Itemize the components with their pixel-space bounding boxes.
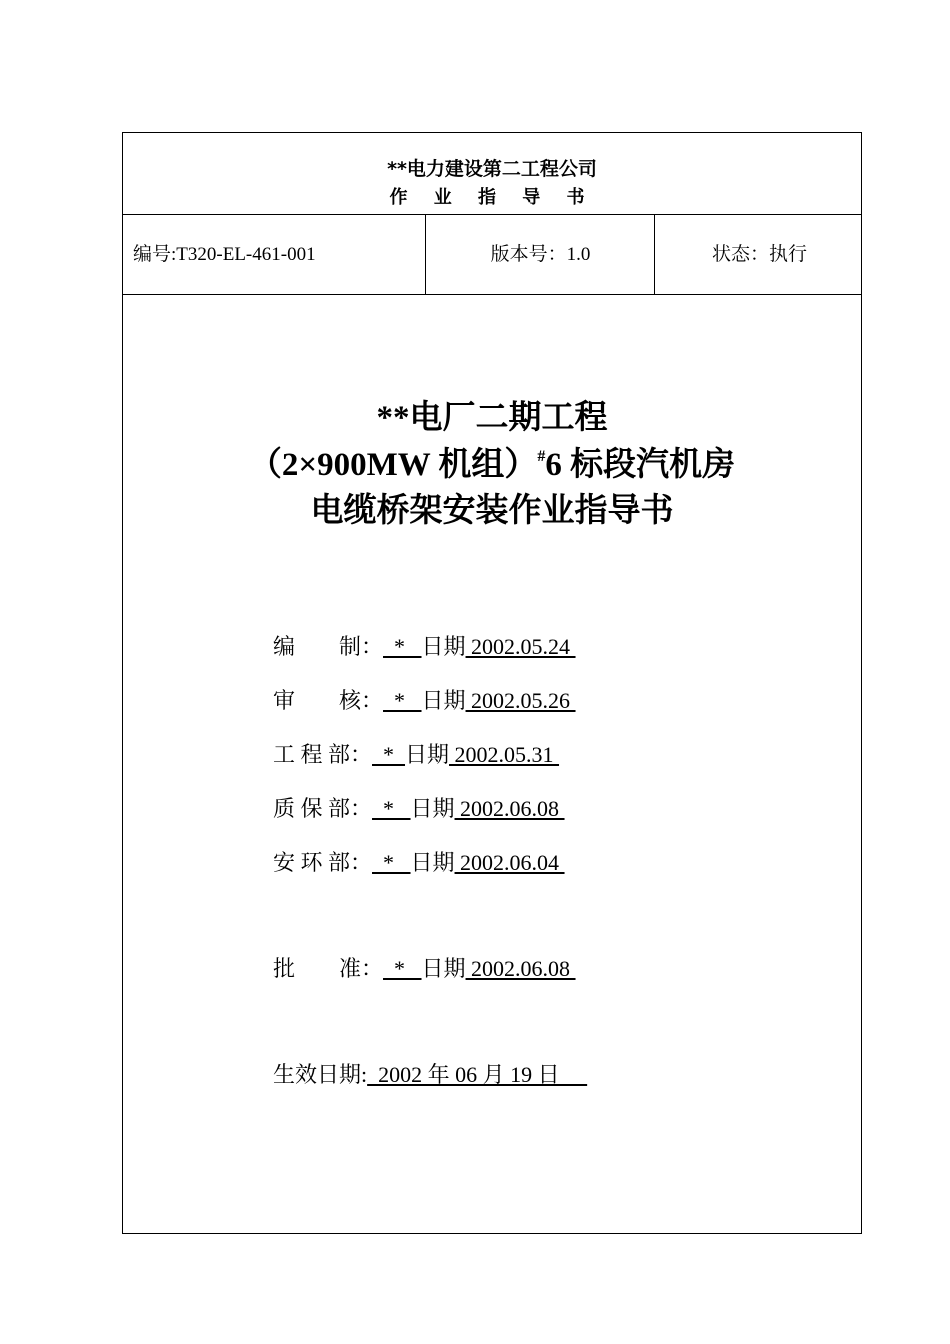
approval-date: 2002.06.08 [454, 796, 565, 821]
approval-row-quality [273, 792, 565, 823]
date-label: 日期 [410, 850, 455, 875]
approval-name: * [383, 688, 422, 713]
approval-row-engineering [273, 738, 559, 769]
company-name: **电力建设第二工程公司 [387, 158, 597, 180]
approval-label: 质 保 部： [273, 796, 373, 821]
title-line-3: 电缆桥架安装作业指导书 [310, 493, 674, 529]
approval-row-approve [273, 952, 576, 983]
approval-label: 编 制： [273, 634, 384, 659]
header-block [123, 133, 861, 215]
approval-name: * [383, 956, 422, 981]
approval-name: * [372, 742, 406, 767]
approval-row-review [273, 684, 576, 715]
approval-name: * [372, 796, 411, 821]
date-label: 日期 [421, 956, 466, 981]
title-line-2 [123, 438, 861, 485]
approval-name: * [372, 850, 411, 875]
approval-label: 工 程 部： [273, 742, 373, 767]
approval-label: 审 核： [273, 688, 384, 713]
document-status: 状态：执行 [654, 215, 864, 294]
approval-row-safety [273, 846, 565, 877]
date-label: 日期 [421, 634, 466, 659]
title-line-2-post: 6 标段汽机房 [545, 447, 736, 483]
approval-name: * [383, 634, 422, 659]
document-number: 编号:T320-EL-461-001 [133, 244, 316, 265]
version-number: 版本号：1.0 [425, 215, 655, 294]
document-type: 作 业 指 导 书 [389, 187, 595, 208]
date-label: 日期 [410, 796, 455, 821]
approval-date: 2002.05.24 [465, 634, 576, 659]
approval-date: 2002.05.31 [449, 742, 560, 767]
approval-label: 安 环 部： [273, 850, 373, 875]
document-frame [122, 132, 862, 1234]
meta-row [123, 215, 861, 295]
approval-date: 2002.06.08 [465, 956, 576, 981]
title-line-2-sup: # [537, 448, 546, 465]
effective-date-label: 生效日期: [273, 1062, 368, 1087]
approval-date: 2002.06.04 [454, 850, 565, 875]
approval-row-compile [273, 630, 576, 661]
approval-label: 批 准： [273, 956, 384, 981]
date-label: 日期 [405, 742, 450, 767]
date-label: 日期 [421, 688, 466, 713]
approval-date: 2002.05.26 [465, 688, 576, 713]
title-line-1: **电厂二期工程 [376, 400, 608, 436]
effective-date-value: 2002 年 06 月 19 日 [367, 1062, 588, 1087]
effective-date-row [273, 1058, 587, 1089]
title-line-2-pre: （2×900MW 机组） [248, 447, 538, 483]
